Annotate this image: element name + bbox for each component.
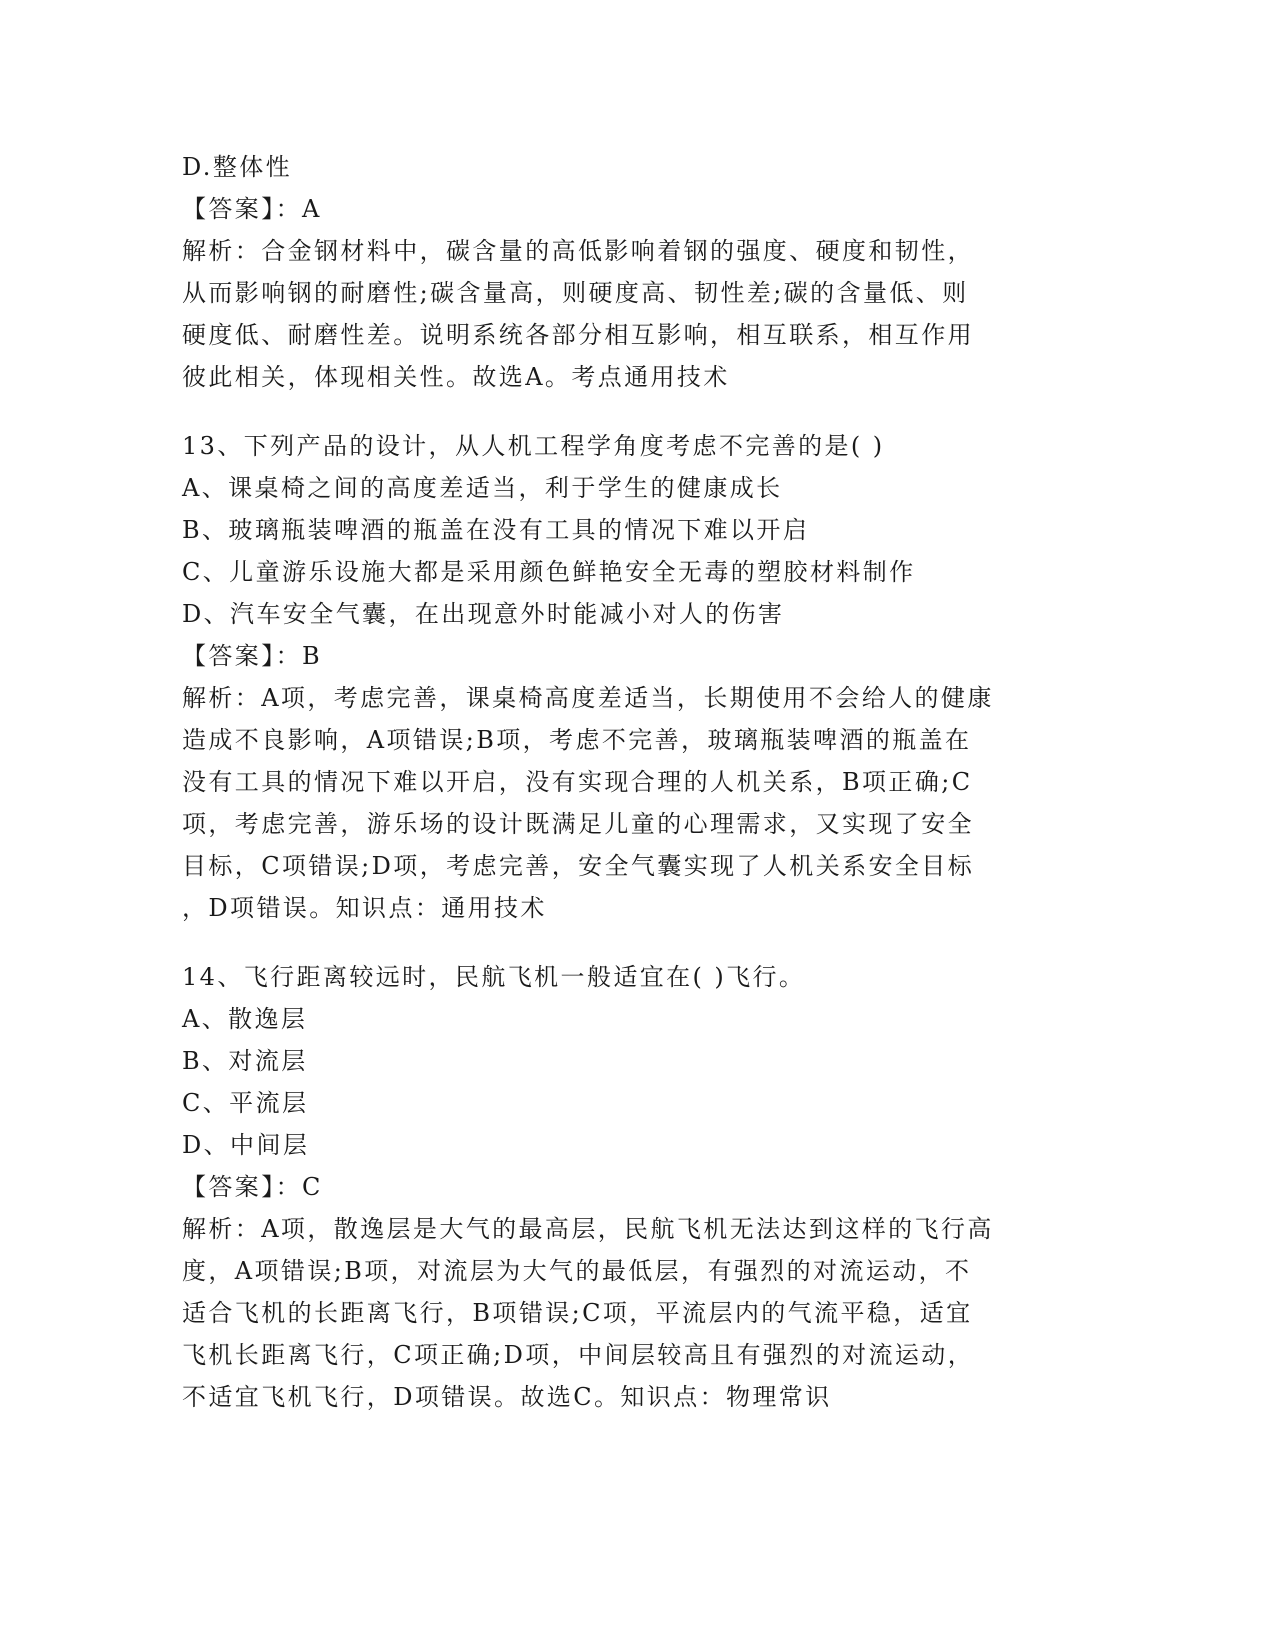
- explanation-line: 从而影响钢的耐磨性;碳含量高，则硬度高、韧性差;碳的含量低、则: [182, 279, 969, 307]
- explanation-line: 彼此相关，体现相关性。故选A。考点通用技术: [182, 363, 730, 391]
- explanation-line: ，D项错误。知识点：通用技术: [182, 894, 547, 922]
- explanation-line: 造成不良影响，A项错误;B项，考虑不完善，玻璃瓶装啤酒的瓶盖在: [182, 726, 972, 754]
- explanation-line: 不适宜飞机飞行，D项错误。故选C。知识点：物理常识: [182, 1383, 832, 1411]
- explanation-line: 没有工具的情况下难以开启，没有实现合理的人机关系，B项正确;C: [182, 768, 973, 796]
- option-b: B、玻璃瓶装啤酒的瓶盖在没有工具的情况下难以开启: [182, 516, 810, 544]
- paragraph-gap: [182, 929, 1082, 956]
- question-13: [182, 425, 1082, 929]
- explanation-line: 硬度低、耐磨性差。说明系统各部分相互影响，相互联系，相互作用: [182, 321, 974, 349]
- explanation-line: 项，考虑完善，游乐场的设计既满足儿童的心理需求，又实现了安全: [182, 810, 974, 838]
- explanation-line: 解析：A项，散逸层是大气的最高层，民航飞机无法达到这样的飞行高: [182, 1215, 994, 1243]
- answer-label: 【答案】：C: [182, 1173, 323, 1201]
- answer-label: 【答案】：A: [182, 195, 322, 223]
- explanation-line: 解析：合金钢材料中，碳含量的高低影响着钢的强度、硬度和韧性，: [182, 237, 974, 265]
- explanation-line: 适合飞机的长距离飞行，B项错误;C项，平流层内的气流平稳，适宜: [182, 1299, 973, 1327]
- option-d: D、汽车安全气囊，在出现意外时能减小对人的伤害: [182, 600, 785, 628]
- option-b: B、对流层: [182, 1047, 308, 1075]
- document-page: [182, 146, 1082, 1418]
- option-a: A、课桌椅之间的高度差适当，利于学生的健康成长: [182, 474, 783, 502]
- option-a: A、散逸层: [182, 1005, 308, 1033]
- option-d: D.整体性: [182, 153, 293, 181]
- option-d: D、中间层: [182, 1131, 310, 1159]
- option-c: C、平流层: [182, 1089, 309, 1117]
- answer-label: 【答案】：B: [182, 642, 323, 670]
- explanation-line: 解析：A项，考虑完善，课桌椅高度差适当，长期使用不会给人的健康: [182, 684, 994, 712]
- explanation-line: 目标，C项错误;D项，考虑完善，安全气囊实现了人机关系安全目标: [182, 852, 975, 880]
- question-stem: 14、飞行距离较远时，民航飞机一般适宜在( )飞行。: [182, 963, 806, 991]
- explanation-line: 飞机长距离飞行，C项正确;D项，中间层较高且有强烈的对流运动，: [182, 1341, 975, 1369]
- question-14: [182, 956, 1082, 1418]
- paragraph-gap: [182, 398, 1082, 425]
- question-stem: 13、下列产品的设计，从人机工程学角度考虑不完善的是( ): [182, 432, 885, 460]
- option-c: C、儿童游乐设施大都是采用颜色鲜艳安全无毒的塑胶材料制作: [182, 558, 916, 586]
- explanation-line: 度，A项错误;B项，对流层为大气的最低层，有强烈的对流运动，不: [182, 1257, 972, 1285]
- question-12-tail: [182, 146, 1082, 398]
